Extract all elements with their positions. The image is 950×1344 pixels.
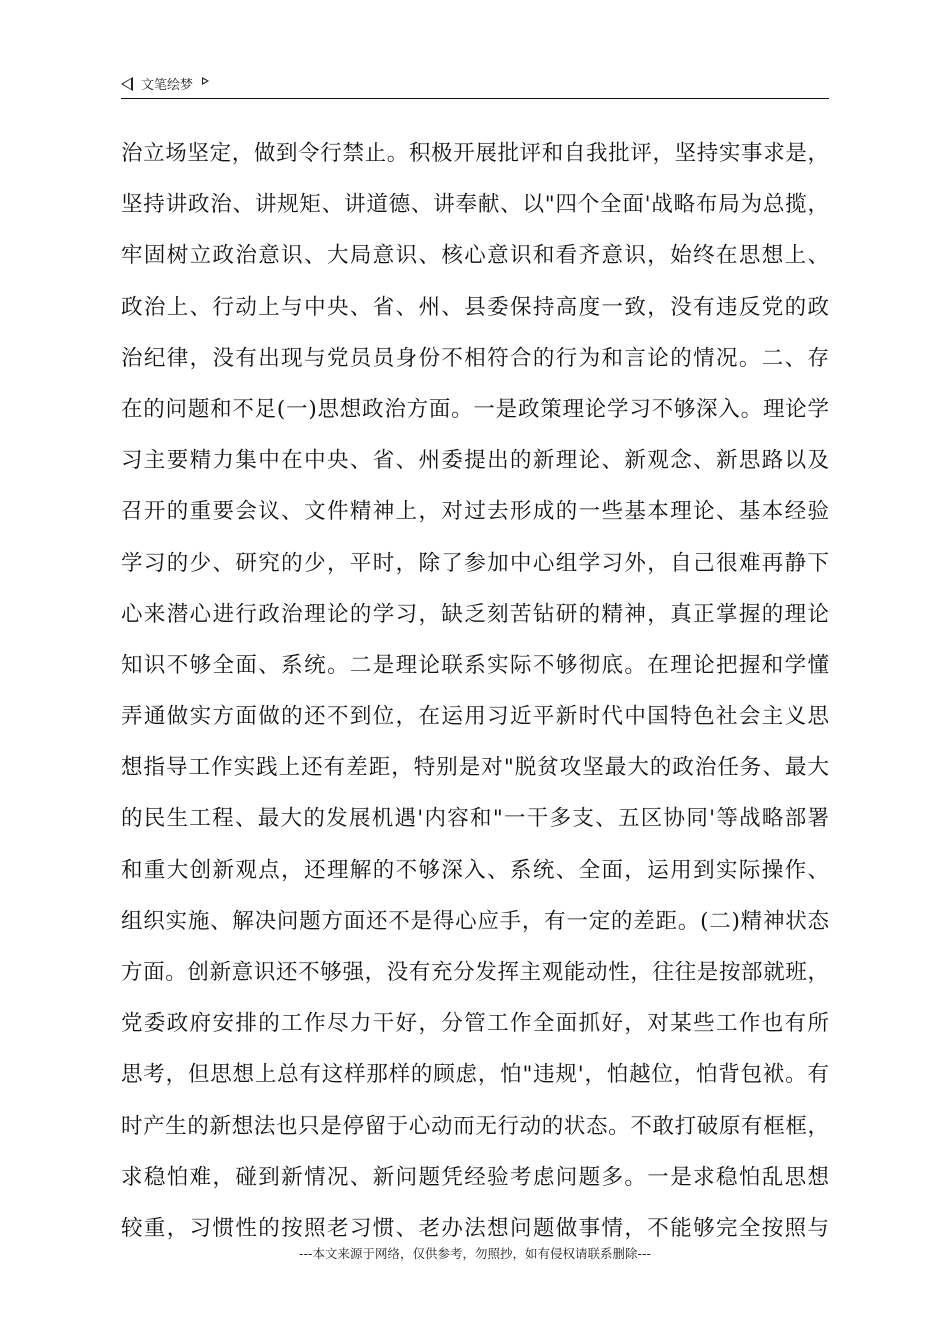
body-line: 方面。创新意识还不够强，没有充分发挥主观能动性，往往是按部就班， (121, 960, 829, 985)
footer-disclaimer: ---本文来源于网络，仅供参考，勿照抄，如有侵权请联系删除--- (298, 1246, 652, 1261)
body-line: 较重，习惯性的按照老习惯、老办法想问题做事情，不能够完全按照与 (121, 1215, 829, 1241)
body-line: 弄通做实方面做的还不到位，在运用习近平新时代中国特色社会主义思 (121, 704, 829, 730)
body-line: 思考，但思想上总有这样那样的顾虑，怕"违规'，怕越位，怕背包袱。有 (121, 1062, 829, 1088)
body-line: 的民生工程、最大的发展机遇'内容和"一干多支、五区协同'等战略部署 (121, 806, 829, 832)
body-line: 和重大创新观点，还理解的不够深入、系统、全面，运用到实际操作、 (121, 857, 829, 883)
body-line: 心来潜心进行政治理论的学习，缺乏刻苦钻研的精神，真正掌握的理论 (121, 601, 829, 627)
body-line: 时产生的新想法也只是停留于心动而无行动的状态。不敢打破原有框框， (121, 1113, 829, 1139)
body-line: 治纪律，没有出现与党员员身份不相符合的行为和言论的情况。二、存 (121, 345, 829, 371)
triangle-left-outline-icon (121, 77, 133, 91)
body-line: 习主要精力集中在中央、省、州委提出的新理论、新观念、新思路以及 (121, 448, 829, 474)
triangle-right-outline-icon (202, 77, 209, 85)
body-line: 知识不够全面、系统。二是理论联系实际不够彻底。在理论把握和学懂 (121, 652, 829, 678)
body-line: 求稳怕难，碰到新情况、新问题凭经验考虑问题多。一是求稳怕乱思想 (121, 1164, 829, 1190)
brand (121, 74, 209, 93)
brand-name: 文笔绘梦 (141, 78, 194, 93)
body-line: 政治上、行动上与中央、省、州、县委保持高度一致，没有违反党的政 (121, 294, 829, 320)
body-line: 召开的重要会议、文件精神上，对过去形成的一些基本理论、基本经验 (121, 499, 829, 525)
body-line: 坚持讲政治、讲规矩、讲道德、讲奉献、以"四个全面'战略布局为总揽， (121, 192, 829, 218)
body-line: 牢固树立政治意识、大局意识、核心意识和看齐意识，始终在思想上、 (121, 243, 829, 269)
body-line: 治立场坚定，做到令行禁止。积极开展批评和自我批评，坚持实事求是， (121, 141, 829, 166)
page-header (121, 72, 829, 99)
body-line: 组织实施、解决问题方面还不是得心应手，有一定的差距。(二)精神状态 (121, 908, 829, 934)
body-line: 党委政府安排的工作尽力干好，分管工作全面抓好，对某些工作也有所 (121, 1011, 829, 1037)
body-line: 在的问题和不足(一)思想政治方面。一是政策理论学习不够深入。理论学 (121, 396, 829, 422)
body-line: 学习的少、研究的少，平时，除了参加中心组学习外，自己很难再静下 (121, 550, 829, 576)
document-body (121, 128, 829, 1254)
body-line: 想指导工作实践上还有差距，特别是对"脱贫攻坚最大的政治任务、最大 (121, 755, 829, 781)
